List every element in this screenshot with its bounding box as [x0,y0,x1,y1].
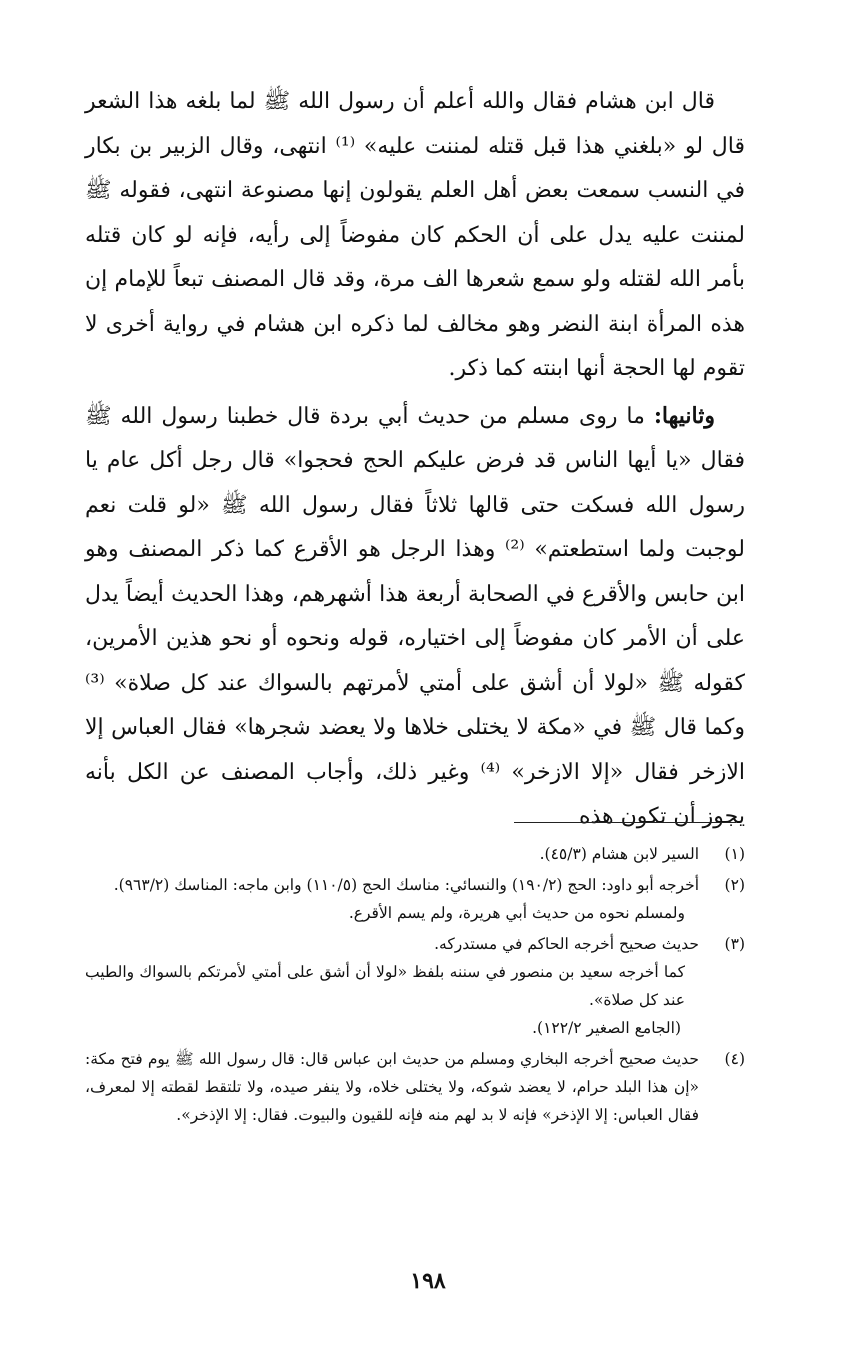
footnote-separator [514,822,736,823]
footnote-text: (الجامع الصغير ١٢٢/٢). [532,1019,681,1037]
paragraph-2-body: ما روى مسلم من حديث أبي بردة قال خطبنا رسول الله ﷺ فقال «يا أيها الناس قد فرض عليكم الحج فحجوا» قال رجل أكل عام يا رسول الله فسكت حتى قالها ثلاثاً فقال رسول الله ﷺ «لو قلت نعم لوجبت ولما استطعتم» ⁽²⁾ وهذا الرجل هو الأقرع كما ذكر المصنف وهو ابن حابس والأقرع في الصحابة أربعة هذا أشهرهم، وهذا الحديث أيضاً يدل على أن الأمر كان مفوضاً إلى اختياره، قوله ونحوه أو نحو هذين الأمرين، كقوله ﷺ «لولا أن أشق على أمتي لأمرتهم بالسواك عند كل صلاة» ⁽³⁾ وكما قال ﷺ في «مكة لا يختلى خلاها ولا يعضد شجرها» فقال العباس إلا الازخر فقال «إلا الازخر» ⁽⁴⁾ وغير ذلك، وأجاب المصنف عن الكل بأنه يجوز أن تكون هذه [85,403,745,829]
footnote-number: (١) [724,845,745,863]
footnotes [85,840,745,1132]
main-text-block [85,80,745,840]
paragraph-1: قال ابن هشام فقال والله أعلم أن رسول الله ﷺ لما بلغه هذا الشعر قال لو «بلغني هذا قبل قتله لمننت عليه» ⁽¹⁾ انتهى، وقال الزبير بن بكار في النسب سمعت بعض أهل العلم يقولون إنها مصنوعة انتهى، فقوله ﷺ لمننت عليه يدل على أن الحكم كان مفوضاً إلى رأيه، فإنه لو كان قتله بأمر الله لقتله ولو سمع شعرها الف مرة، وقد قال المصنف تبعاً للإمام إن هذه المرأة ابنة النضر وهو مخالف لما ذكره ابن هشام في رواية أخرى لا تقوم لها الحجة أنها ابنته كما ذكر. [85,89,745,381]
footnote-2 [85,871,745,927]
footnote-text: أخرجه أبو داود: الحج (١٩٠/٢) والنسائي: مناسك الحج (١١٠/٥) وابن ماجه: المناسك (٩٦٣/٢). [113,876,699,894]
footnote-text: حديث صحيح أخرجه البخاري ومسلم من حديث ابن عباس قال: قال رسول الله ﷺ يوم فتح مكة: «إن هذا البلد حرام، لا يعضد شوكه، ولا يختلى خلاه، ولا ينفر صيده، ولا تلتقط لقطته إلا لمعرف، فقال العباس: إلا الإذخر» فإنه لا بد لهم منه فإنه للقيون والبيوت. فقال: إلا الإذخر». [85,1050,699,1124]
paragraph-2-lead: وثانيها: [653,402,715,429]
footnote-number: (٢) [724,876,745,894]
footnote-1 [85,840,745,868]
footnote-text: ولمسلم نحوه من حديث أبي هريرة، ولم يسم الأقرع. [348,904,685,922]
footnote-text: كما أخرجه سعيد بن منصور في سننه بلفظ «لولا أن أشق على أمتي لأمرتكم بالسواك والطيب عند كل صلاة». [85,963,685,1009]
footnote-text: حديث صحيح أخرجه الحاكم في مستدركه. [434,935,699,953]
footnote-number: (٤) [724,1050,745,1068]
footnote-number: (٣) [724,935,745,953]
footnote-text: السير لابن هشام (٤٥/٣). [539,845,699,863]
paragraph-2 [85,394,745,840]
footnote-4 [85,1045,745,1129]
footnote-3 [85,930,745,1042]
page-number: ١٩٨ [410,1268,446,1294]
